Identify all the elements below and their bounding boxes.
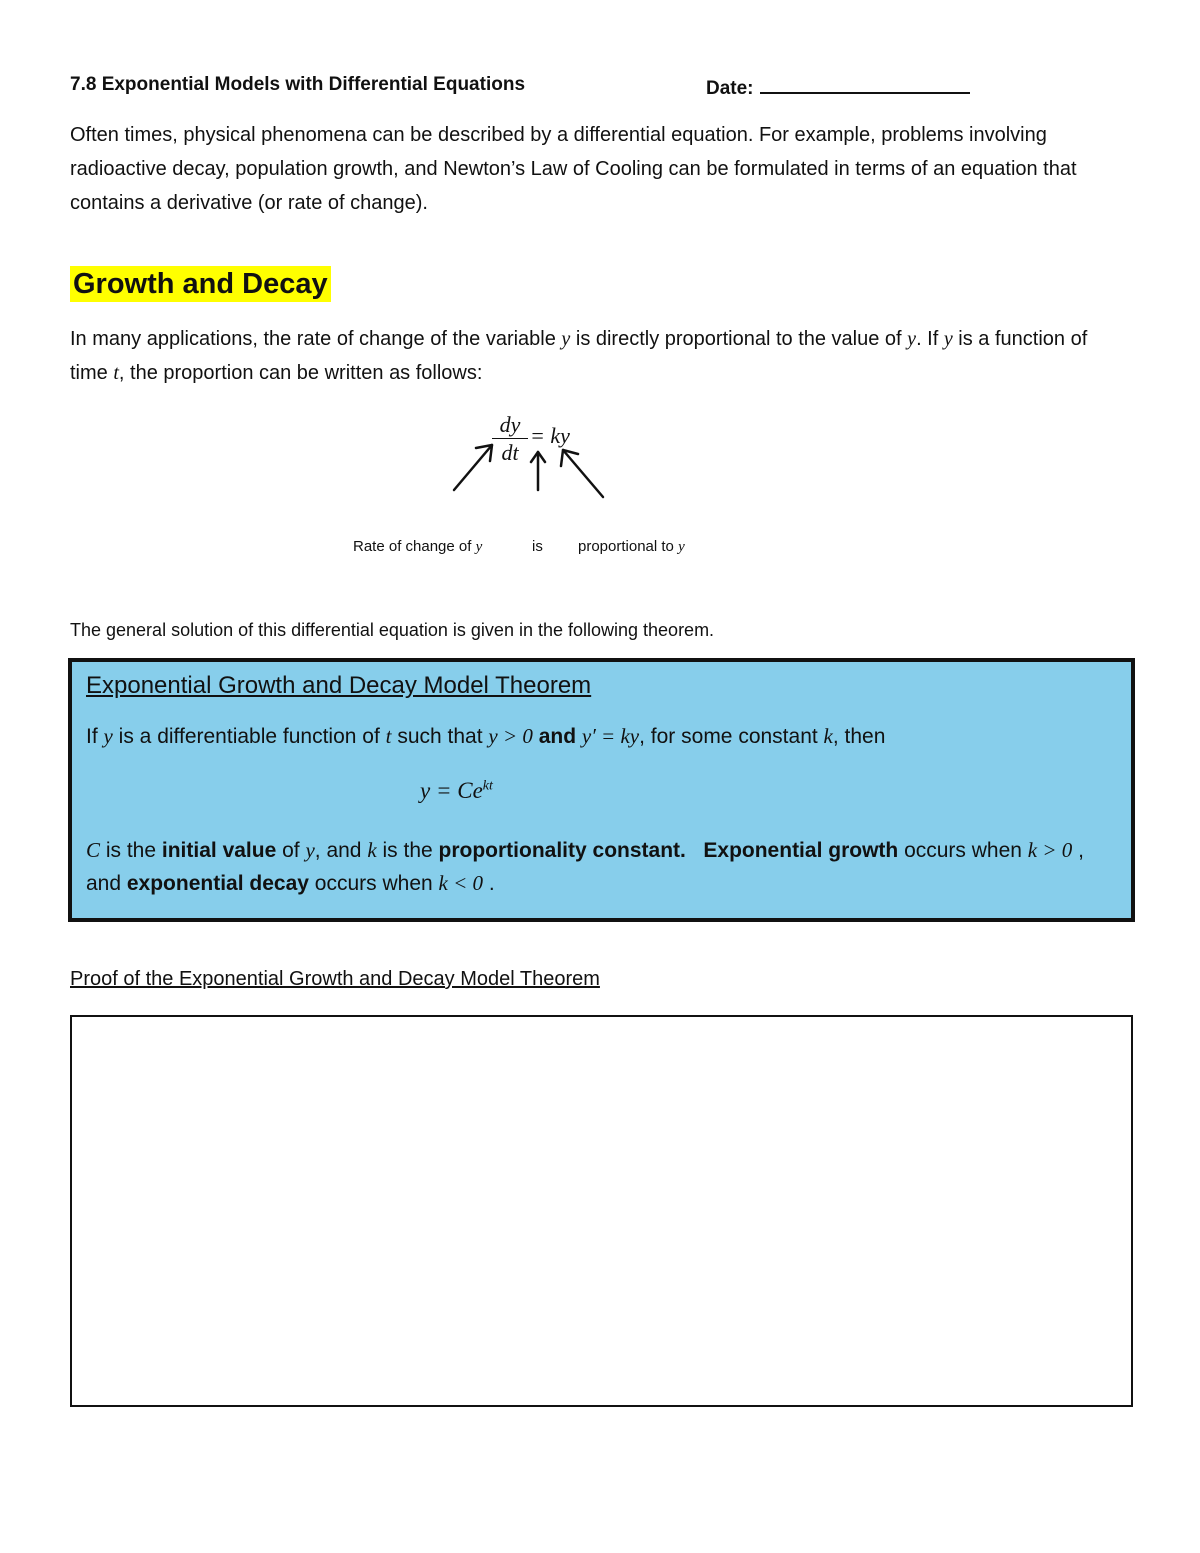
proof-answer-box[interactable]: [70, 1015, 1133, 1407]
date-label: Date:: [706, 78, 754, 99]
intro-paragraph: Often times, physical phenomena can be described by a differential equation. For example, problems involving radioactive decay, population growth, and Newton’s Law of Cooling can be formulated in terms of an equation that contains a derivative (or rate of change).: [70, 124, 1077, 214]
theorem-lead-in: The general solution of this differential equation is given in the following theorem.: [70, 620, 715, 640]
caption-proportional: proportional to y: [578, 538, 685, 555]
date-field: [706, 74, 970, 100]
proof-heading: Proof of the Exponential Growth and Decay Model Theorem: [70, 968, 600, 990]
caption-rate-of-change: Rate of change of y: [353, 538, 483, 555]
section-heading: Growth and Decay: [70, 266, 331, 302]
theorem-box: [68, 658, 1135, 922]
arrow-to-y-icon: [561, 450, 603, 497]
theorem-explanation: C is the initial value of y, and k is the proportionality constant. Exponential growth occurs when k > 0 , and exponential decay occurs when k < 0 .: [86, 838, 1084, 895]
theorem-hypothesis: If y is a differentiable function of t such that y > 0 and y′ = ky, for some constant k, then: [86, 724, 886, 748]
theorem-formula: $y = Ce^{kt}$: [420, 778, 493, 803]
arrow-to-derivative-icon: [454, 445, 492, 490]
arrow-to-k-icon: [531, 452, 545, 490]
fraction-numerator: dy: [492, 412, 528, 439]
equation-rhs: = ky: [530, 423, 570, 448]
theorem-title: Exponential Growth and Decay Model Theorem: [86, 672, 592, 699]
caption-is: is: [532, 538, 543, 555]
date-blank-line[interactable]: [760, 74, 970, 94]
fraction-denominator: dt: [501, 440, 519, 465]
annotation-arrows: [440, 440, 620, 510]
proportion-paragraph: In many applications, the rate of change of the variable y is directly proportional to the value of y. If y is a function of time t, the proportion can be written as follows:: [70, 328, 1088, 384]
worksheet-title: 7.8 Exponential Models with Differential Equations: [70, 74, 526, 95]
